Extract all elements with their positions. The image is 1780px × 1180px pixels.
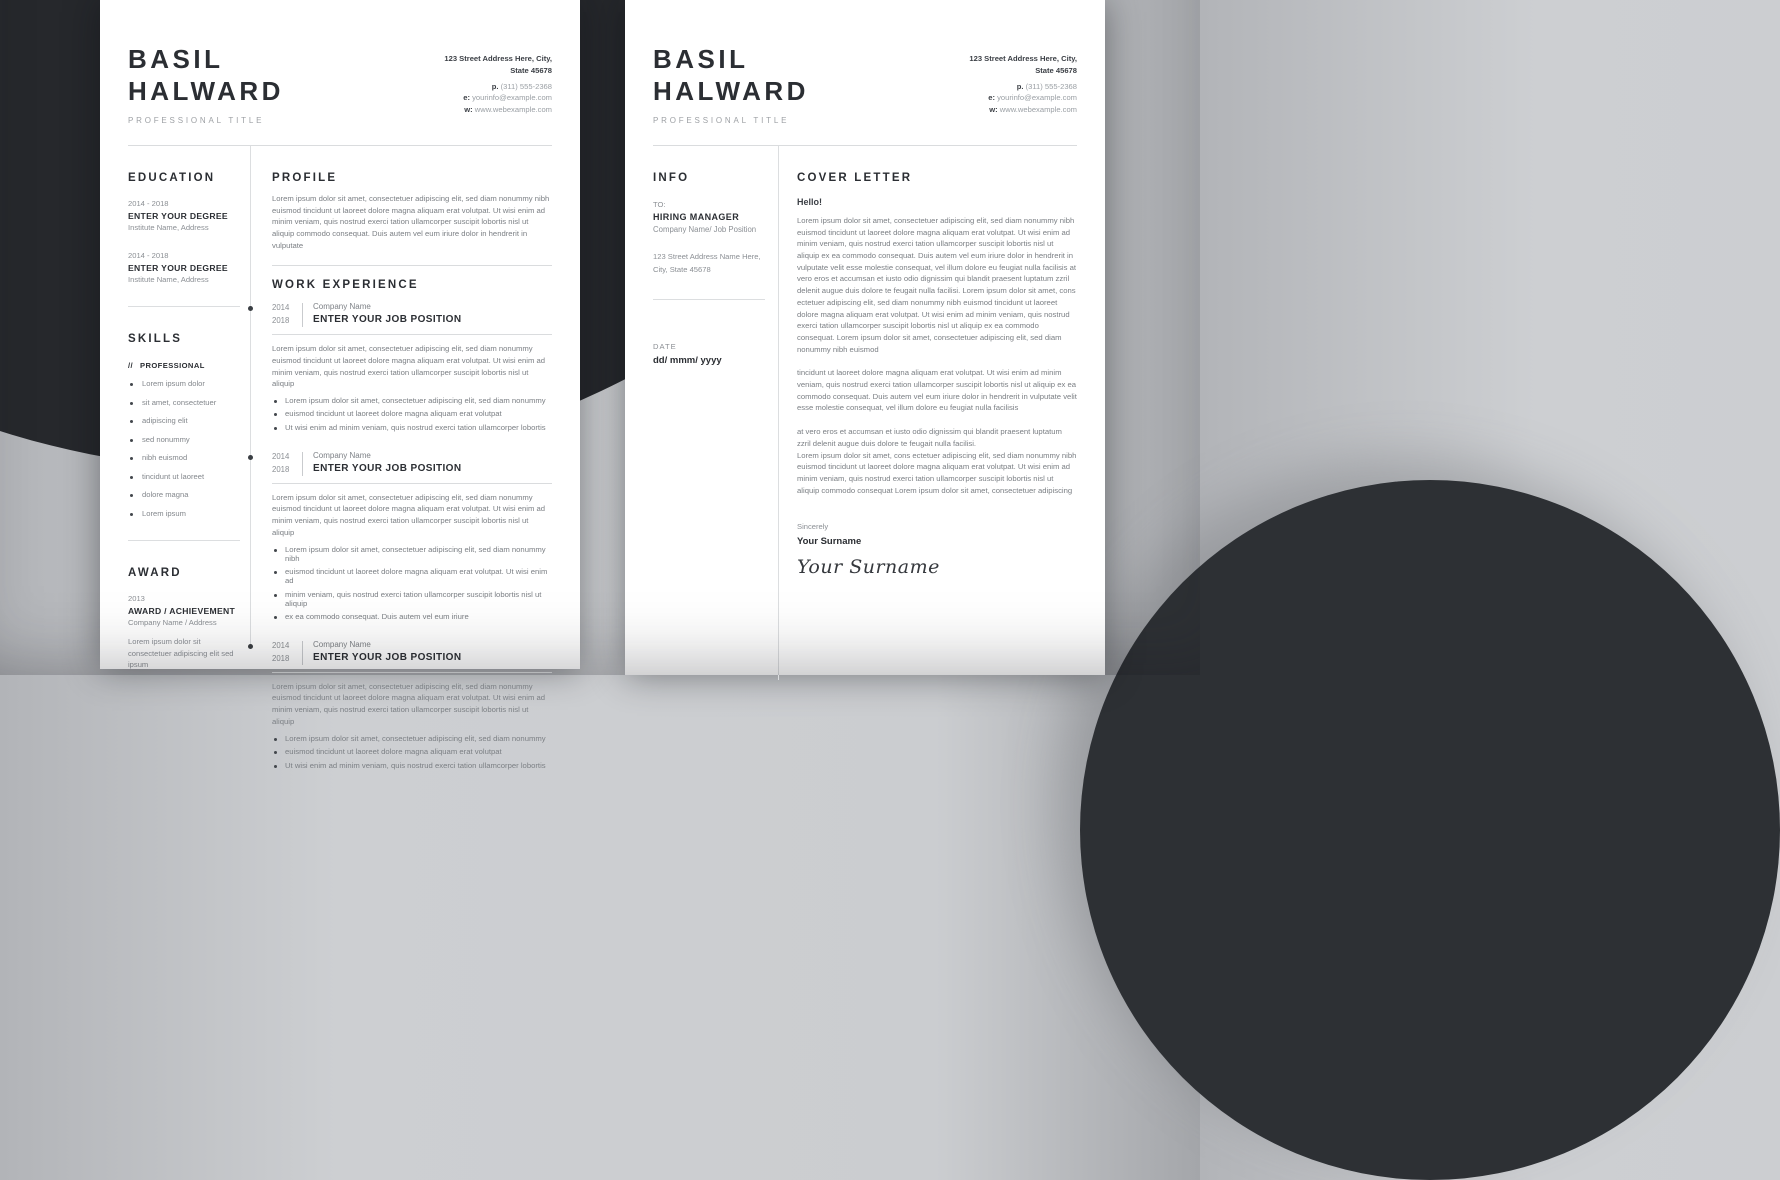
job-title-block bbox=[313, 302, 461, 328]
address-line2: State 45678 bbox=[1035, 65, 1077, 75]
job-position: ENTER YOUR JOB POSITION bbox=[313, 462, 462, 474]
sender-name: Your Surname bbox=[797, 536, 862, 548]
resume-main bbox=[251, 146, 552, 770]
award-company: Company Name / Address bbox=[128, 617, 217, 627]
to-label: TO: bbox=[653, 199, 666, 209]
date-label: DATE bbox=[653, 341, 677, 351]
job-summary: Lorem ipsum dolor sit amet, consectetuer adipiscing elit, sed diam nonummy euismod tincidunt ut laoreet dolore magna aliquam erat volutpat. Ut wisi enim ad minim veniam, quis nostrud exerci tation ullamcorper suscipit lobortis nisl ut aliquip bbox=[272, 681, 546, 726]
resume-columns bbox=[100, 146, 580, 770]
resume-sidebar bbox=[128, 146, 240, 674]
letter-paragraph: Lorem ipsum dolor sit amet, consectetuer adipiscing elit, sed diam nonummy nibh euismod tincidunt ut laoreet dolore magna aliquam erat volutpat. Ut wisi enim ad minim veniam, quis nostrud exerci tation ullamcorper suscipit lobortis nisl ut aliquip ex ea commodo consequat. Duis autem vel eum iriure dolor in hendrerit in vulputate velit esse molestie consequat, vel illum dolore eu feugiat nulla facilisis at vero eros et accumsan et iusto odio dignissim qui blandit praesent luptatum zzril delenit augue duis dolore te feugait nulla facilisi. Lorem ipsum dolor sit amet, cons ectetuer adipiscing elit, sed diam nonummy nibh euismod tincidunt ut laoreet dolore magna aliquam erat volutpat. Ut wisi enim ad minim veniam, quis nostrud exerci tation ullamcorper suscipit lobortis nisl ut aliquip ex ea commodo consequat. Lorem ipsum dolor sit amet, consectetuer adipiscing elit, sed diam nonummy nibh euismod bbox=[797, 215, 1077, 354]
job-company: Company Name bbox=[313, 302, 371, 312]
education-heading: EDUCATION bbox=[128, 171, 216, 184]
job-company: Company Name bbox=[313, 450, 371, 460]
email-value: yourinfo@example.com bbox=[472, 93, 552, 103]
name-block bbox=[653, 44, 809, 125]
phone-label: p. bbox=[1016, 81, 1024, 91]
web-value: www.webexample.com bbox=[999, 105, 1077, 115]
first-name: BASIL bbox=[128, 44, 224, 74]
education-years: 2014 - 2018 bbox=[128, 250, 169, 260]
job-position: ENTER YOUR JOB POSITION bbox=[313, 314, 462, 326]
job-bullet: Lorem ipsum dolor sit amet, consectetuer adipiscing elit, sed diam nonummy bbox=[272, 396, 552, 405]
resume-page bbox=[100, 0, 580, 770]
email-label: e: bbox=[463, 93, 470, 103]
cover-columns bbox=[625, 146, 1105, 680]
name-block bbox=[128, 44, 284, 125]
phone-value: (311) 555-2368 bbox=[1025, 81, 1077, 91]
job-date-divider bbox=[302, 303, 303, 327]
job-bullet: euismod tincidunt ut laoreet dolore magna aliquam erat volutpat. Ut wisi enim ad bbox=[272, 567, 552, 585]
signature-script: Your Surname bbox=[797, 556, 940, 579]
salutation: Hello! bbox=[797, 196, 823, 207]
contact-block bbox=[969, 53, 1077, 125]
job-year-from: 2014 bbox=[272, 641, 290, 651]
phone-line bbox=[969, 81, 1077, 93]
education-degree: ENTER YOUR DEGREE bbox=[128, 210, 228, 221]
letter-paragraph: at vero eros et accumsan et iusto odio dignissim qui blandit praesent luptatum zzril delenit augue duis dolore te feugait nulla facilisi. bbox=[797, 427, 1062, 448]
profile-text: Lorem ipsum dolor sit amet, consectetuer adipiscing elit, sed diam nonummy nibh euismod tincidunt ut laoreet dolore magna aliquam erat volutpat. Ut wisi enim ad minim veniam, quis nostrud exerci tation ullamcorper suscipit lobortis nisl ut aliquip commodo consequat. Duis autem vel eum iriure dolor in hendrerit in vulputate bbox=[272, 193, 550, 250]
recipient-role: Company Name/ Job Position bbox=[653, 224, 757, 234]
education-years: 2014 - 2018 bbox=[128, 198, 169, 208]
award-description: Lorem ipsum dolor sit consectetuer adipiscing elit sed ipsum bbox=[128, 636, 234, 670]
web-label: w: bbox=[464, 105, 473, 115]
job-bullet: Ut wisi enim ad minim veniam, quis nostrud exerci tation ullamcorper lobortis bbox=[272, 423, 552, 432]
skills-list bbox=[128, 379, 240, 518]
skill-item: dolore magna bbox=[128, 490, 240, 499]
cover-letter-page bbox=[625, 0, 1105, 675]
job-title-block bbox=[313, 451, 461, 477]
job-bullet: minim veniam, quis nostrud exerci tation ullamcorper suscipit lobortis nisl ut aliquip bbox=[272, 590, 552, 608]
job-bullet: euismod tincidunt ut laoreet dolore magna aliquam erat volutpat bbox=[272, 409, 552, 418]
work-experience-heading: WORK EXPERIENCE bbox=[272, 279, 419, 292]
job-bullet: Ut wisi enim ad minim veniam, quis nostrud exerci tation ullamcorper lobortis bbox=[272, 761, 552, 770]
job-bullet-list bbox=[272, 396, 552, 432]
address-line1: 123 Street Address Here, City, bbox=[969, 54, 1077, 63]
cover-header bbox=[625, 0, 1105, 125]
education-degree: ENTER YOUR DEGREE bbox=[128, 262, 228, 273]
closing-word: Sincerely bbox=[797, 522, 829, 532]
email-line bbox=[969, 92, 1077, 104]
contact-block bbox=[444, 53, 552, 125]
award-item bbox=[128, 594, 240, 627]
skill-item: Lorem ipsum bbox=[128, 509, 240, 518]
job-position: ENTER YOUR JOB POSITION bbox=[313, 652, 462, 664]
job-year-from: 2014 bbox=[272, 303, 290, 313]
skill-item: adipiscing elit bbox=[128, 416, 240, 425]
education-item bbox=[128, 251, 240, 284]
sidebar-divider bbox=[128, 306, 240, 307]
last-name: HALWARD bbox=[128, 75, 284, 106]
skill-item: tincidunt ut laoreet bbox=[128, 472, 240, 481]
skills-category bbox=[128, 361, 240, 370]
job-year-from: 2014 bbox=[272, 451, 290, 461]
job-entry bbox=[272, 640, 552, 770]
background-corner-circle bbox=[1080, 480, 1780, 1180]
job-entry bbox=[272, 302, 552, 432]
recipient-address: 123 Street Address Name Here, City, State 45678 bbox=[653, 251, 761, 274]
skill-item: Lorem ipsum dolor bbox=[128, 379, 240, 388]
person-name bbox=[128, 44, 284, 108]
job-date-divider bbox=[302, 452, 303, 476]
web-line bbox=[969, 104, 1077, 116]
job-year-to: 2018 bbox=[272, 316, 290, 326]
last-name: HALWARD bbox=[653, 75, 809, 106]
main-divider bbox=[272, 265, 552, 266]
job-bullet-list bbox=[272, 545, 552, 622]
job-company: Company Name bbox=[313, 640, 371, 650]
award-title: AWARD / ACHIEVEMENT bbox=[128, 605, 236, 616]
job-bullet: Lorem ipsum dolor sit amet, consectetuer adipiscing elit, sed diam nonummy nibh bbox=[272, 545, 552, 563]
letter-paragraph: Lorem ipsum dolor sit amet, cons ectetuer adipiscing elit, sed diam nonummy nibh euismod tincidunt ut laoreet dolore magna aliquam erat volutpat. Ut wisi enim ad minim veniam, quis nostrud exerci tation ullamcorper suscipit lobortis nisl ut aliquip commodo consequat Lorem ipsum dolor sit amet, consectetuer adipiscing bbox=[797, 450, 1077, 495]
web-line bbox=[444, 104, 552, 116]
address-line2: State 45678 bbox=[510, 65, 552, 75]
info-heading: INFO bbox=[653, 171, 690, 184]
address-line1: 123 Street Address Here, City, bbox=[444, 54, 552, 63]
skill-item: nibh euismod bbox=[128, 453, 240, 462]
recipient-name: HIRING MANAGER bbox=[653, 211, 740, 222]
job-date-divider bbox=[302, 641, 303, 665]
profile-heading: PROFILE bbox=[272, 171, 338, 184]
first-name: BASIL bbox=[653, 44, 749, 74]
job-year-to: 2018 bbox=[272, 464, 290, 474]
email-line bbox=[444, 92, 552, 104]
skill-item: sed nonummy bbox=[128, 435, 240, 444]
cover-letter-heading: COVER LETTER bbox=[797, 171, 913, 184]
professional-title: PROFESSIONAL TITLE bbox=[653, 115, 790, 125]
job-title-block bbox=[313, 640, 461, 666]
job-dates bbox=[272, 451, 302, 477]
job-entry bbox=[272, 451, 552, 621]
job-header bbox=[272, 640, 552, 673]
job-bullet: ex ea commodo consequat. Duis autem vel eum iriure bbox=[272, 612, 552, 621]
phone-value: (311) 555-2368 bbox=[500, 81, 552, 91]
info-sidebar bbox=[653, 146, 765, 680]
job-bullet-list bbox=[272, 734, 552, 770]
sidebar-divider bbox=[653, 299, 765, 300]
professional-title: PROFESSIONAL TITLE bbox=[128, 115, 265, 125]
email-value: yourinfo@example.com bbox=[997, 93, 1077, 103]
letter-paragraph: tincidunt ut laoreet dolore magna aliquam erat volutpat. Ut wisi enim ad minim veniam, quis nostrud exerci tation ullamcorper suscipit lobortis nisl ut aliquip ex ea commodo consequat. Duis autem vel eum iriure dolor in hendrerit in vulputate velit esse molestie consequat, vel illum dolore eu feugiat nulla facilisis bbox=[797, 368, 1077, 413]
web-label: w: bbox=[989, 105, 998, 115]
phone-line bbox=[444, 81, 552, 93]
letter-main bbox=[779, 146, 1077, 680]
education-institute: Institute Name, Address bbox=[128, 222, 209, 232]
job-dates bbox=[272, 302, 302, 328]
job-header bbox=[272, 451, 552, 484]
job-dates bbox=[272, 640, 302, 666]
education-institute: Institute Name, Address bbox=[128, 274, 209, 284]
person-name bbox=[653, 44, 809, 108]
job-year-to: 2018 bbox=[272, 653, 290, 663]
award-year: 2013 bbox=[128, 593, 145, 603]
job-bullet: euismod tincidunt ut laoreet dolore magna aliquam erat volutpat bbox=[272, 747, 552, 756]
education-item bbox=[128, 199, 240, 232]
job-header bbox=[272, 302, 552, 335]
skills-category-label: PROFESSIONAL bbox=[140, 360, 205, 370]
job-bullet: Lorem ipsum dolor sit amet, consectetuer adipiscing elit, sed diam nonummy bbox=[272, 734, 552, 743]
email-label: e: bbox=[988, 93, 995, 103]
skill-item: sit amet, consectetuer bbox=[128, 398, 240, 407]
phone-label: p. bbox=[491, 81, 499, 91]
web-value: www.webexample.com bbox=[474, 105, 552, 115]
job-summary: Lorem ipsum dolor sit amet, consectetuer adipiscing elit, sed diam nonummy euismod tincidunt ut laoreet dolore magna aliquam erat volutpat. Ut wisi enim ad minim veniam, quis nostrud exerci tation ullamcorper suscipit lobortis nisl ut aliquip bbox=[272, 344, 546, 389]
job-summary: Lorem ipsum dolor sit amet, consectetuer adipiscing elit, sed diam nonummy euismod tincidunt ut laoreet dolore magna aliquam erat volutpat. Ut wisi enim ad minim veniam, quis nostrud exerci tation ullamcorper suscipit lobortis nisl ut aliquip bbox=[272, 492, 546, 537]
resume-header bbox=[100, 0, 580, 125]
sidebar-divider bbox=[128, 540, 240, 541]
award-heading: AWARD bbox=[128, 566, 182, 579]
skills-heading: SKILLS bbox=[128, 332, 183, 345]
date-value: dd/ mmm/ yyyy bbox=[653, 354, 722, 366]
slashes-glyph: // bbox=[128, 360, 134, 370]
